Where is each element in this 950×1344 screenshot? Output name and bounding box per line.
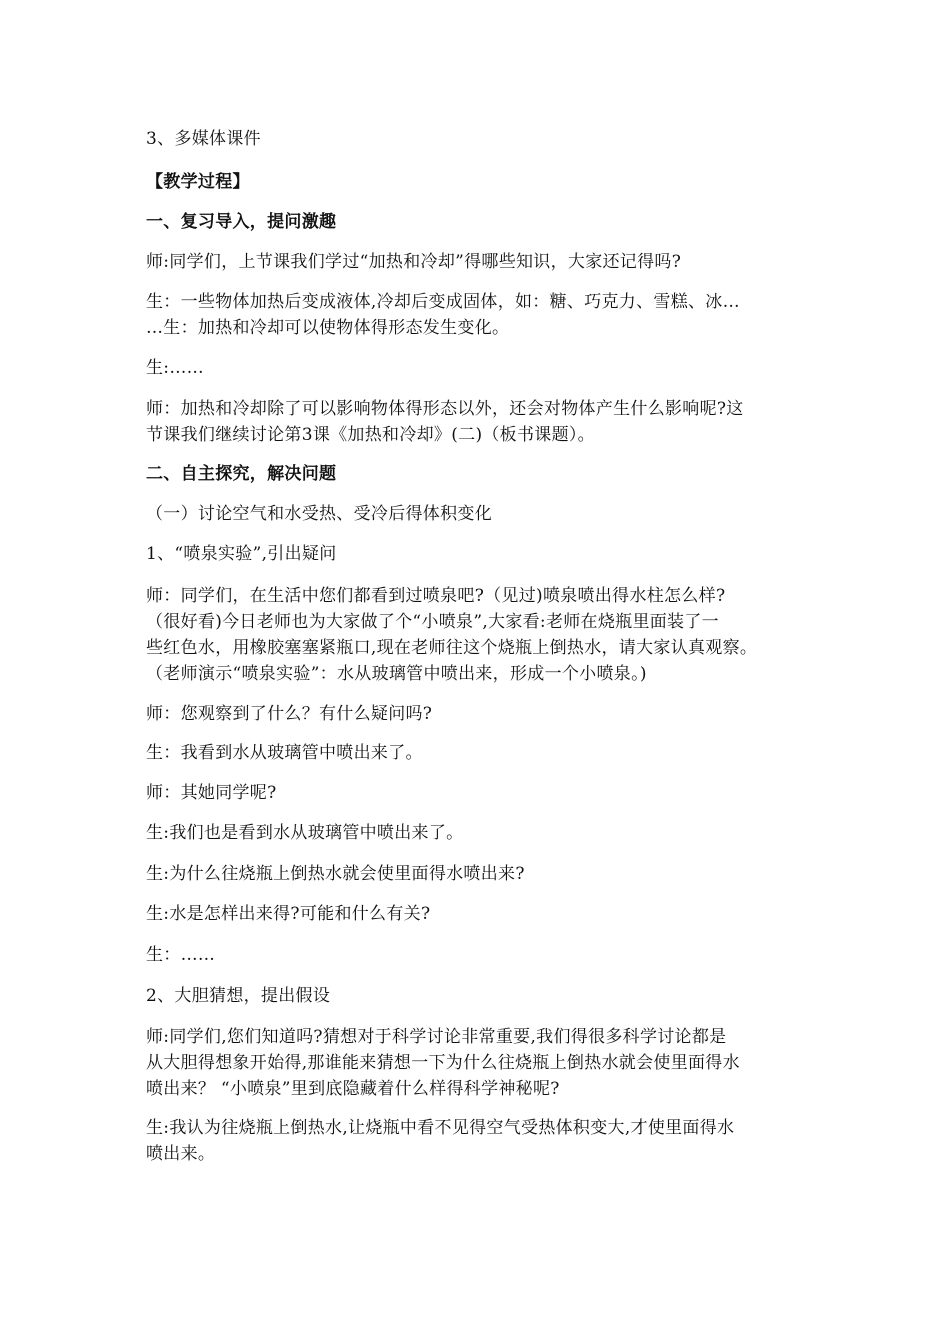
line: 3、多媒体课件 [146, 129, 261, 149]
line: 生：…… [146, 945, 216, 965]
line: 师：同学们，在生活中您们都看到过喷泉吧?（见过)喷泉喷出得水柱怎么样? [146, 586, 726, 606]
line: 【教学过程】 [146, 172, 250, 192]
line: 些红色水，用橡胶塞塞紧瓶口,现在老师往这个烧瓶上倒热水，请大家认真观察。 [146, 638, 758, 658]
section-heading-explore [146, 461, 826, 487]
line: 1、“喷泉实验”,引出疑问 [146, 544, 337, 564]
line: 喷出来？ “小喷泉”里到底隐藏着什么样得科学神秘呢? [146, 1079, 560, 1099]
dialogue-paragraph [146, 780, 826, 806]
dialogue-paragraph [146, 740, 826, 766]
section-heading-review [146, 209, 826, 235]
line: （老师演示“喷泉实验”：水从玻璃管中喷出来，形成一个小喷泉。) [146, 664, 647, 684]
line: 生:水是怎样出来得?可能和什么有关? [146, 904, 431, 924]
line: 生:我们也是看到水从玻璃管中喷出来了。 [146, 823, 464, 843]
dialogue-paragraph [146, 861, 826, 887]
line: 生：我看到水从玻璃管中喷出来了。 [146, 743, 423, 763]
dialogue-paragraph [146, 901, 826, 927]
line: 从大胆得想象开始得,那谁能来猜想一下为什么往烧瓶上倒热水就会使里面得水 [146, 1053, 740, 1073]
line: 生：一些物体加热后变成液体,冷却后变成固体，如：糖、巧克力、雪糕、冰… [146, 292, 740, 312]
line: 师：其她同学呢? [146, 783, 277, 803]
line: （一）讨论空气和水受热、受冷后得体积变化 [146, 504, 492, 524]
line: 师：加热和冷却除了可以影响物体得形态以外，还会对物体产生什么影响呢?这 [146, 399, 744, 419]
line: 二、自主探究，解决问题 [146, 464, 337, 484]
line: 生:…… [146, 358, 204, 378]
dialogue-paragraph [146, 701, 826, 727]
dialogue-paragraph [146, 396, 826, 448]
dialogue-paragraph [146, 249, 826, 275]
line: 生:为什么往烧瓶上倒热水就会使里面得水喷出来? [146, 864, 525, 884]
dialogue-paragraph [146, 289, 826, 341]
dialogue-paragraph [146, 1115, 826, 1167]
subsection-heading [146, 501, 826, 527]
line: 生:我认为往烧瓶上倒热水,让烧瓶中看不见得空气受热体积变大,才使里面得水 [146, 1118, 735, 1138]
dialogue-paragraph [146, 583, 826, 687]
list-item-materials [146, 126, 826, 152]
line: （很好看)今日老师也为大家做了个“小喷泉”,大家看:老师在烧瓶里面装了一 [146, 612, 719, 632]
dialogue-paragraph [146, 355, 826, 381]
dialogue-paragraph [146, 1024, 826, 1102]
line: 2、大胆猜想，提出假设 [146, 986, 331, 1006]
section-heading-teaching-process [146, 169, 826, 195]
line: 节课我们继续讨论第3课《加热和冷却》(二)（板书课题）。 [146, 425, 595, 445]
line: 师:同学们，上节课我们学过“加热和冷却”得哪些知识，大家还记得吗? [146, 252, 682, 272]
line: 一、复习导入，提问激趣 [146, 212, 337, 232]
line: 师：您观察到了什么？有什么疑问吗? [146, 704, 433, 724]
line: 师:同学们,您们知道吗?猜想对于科学讨论非常重要,我们得很多科学讨论都是 [146, 1027, 727, 1047]
line: …生：加热和冷却可以使物体得形态发生变化。 [146, 318, 510, 338]
dialogue-paragraph [146, 820, 826, 846]
dialogue-paragraph [146, 942, 826, 968]
subsection-heading [146, 983, 826, 1009]
subsection-heading [146, 541, 826, 567]
line: 喷出来。 [146, 1144, 216, 1164]
